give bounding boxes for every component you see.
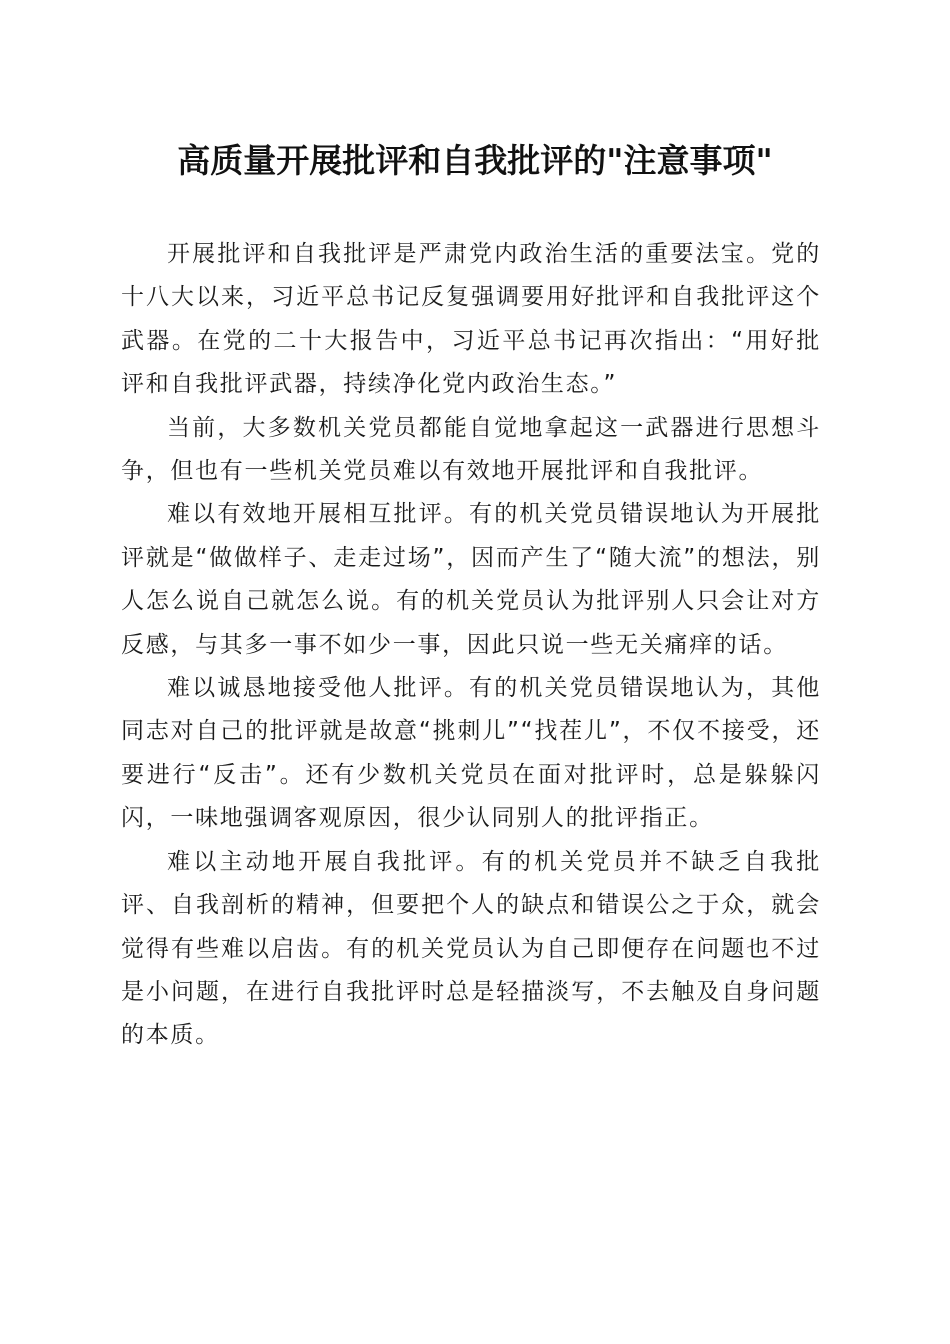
document-title: 高质量开展批评和自我批评的"注意事项" <box>177 141 773 180</box>
paragraph-intro: 开展批评和自我批评是严肃党内政治生活的重要法宝。党的十八大以来，习近平总书记反复强调要用好批评和自我批评这个武器。在党的二十大报告中，习近平总书记再次指出：“用好批评和自我批评武器，持续净化党内政治生态。” <box>121 241 821 398</box>
paragraph-current-situation: 当前，大多数机关党员都能自觉地拿起这一武器进行思想斗争，但也有一些机关党员难以有效地开展批评和自我批评。 <box>121 414 821 485</box>
paragraph-accepting-criticism: 难以诚恳地接受他人批评。有的机关党员错误地认为，其他同志对自己的批评就是故意“挑刺儿”“找茬儿”，不仅不接受，还要进行“反击”。还有少数机关党员在面对批评时，总是躲躲闪闪，一味地强调客观原因，很少认同别人的批评指正。 <box>121 675 821 832</box>
document-body <box>121 233 821 1058</box>
paragraph-self-criticism: 难以主动地开展自我批评。有的机关党员并不缺乏自我批评、自我剖析的精神，但要把个人的缺点和错误公之于众，就会觉得有些难以启齿。有的机关党员认为自己即便存在问题也不过是小问题，在进行自我批评时总是轻描淡写，不去触及自身问题的本质。 <box>121 848 821 1049</box>
paragraph-mutual-criticism: 难以有效地开展相互批评。有的机关党员错误地认为开展批评就是“做做样子、走走过场”，因而产生了“随大流”的想法，别人怎么说自己就怎么说。有的机关党员认为批评别人只会让对方反感，与其多一事不如少一事，因此只说一些无关痛痒的话。 <box>121 501 821 658</box>
